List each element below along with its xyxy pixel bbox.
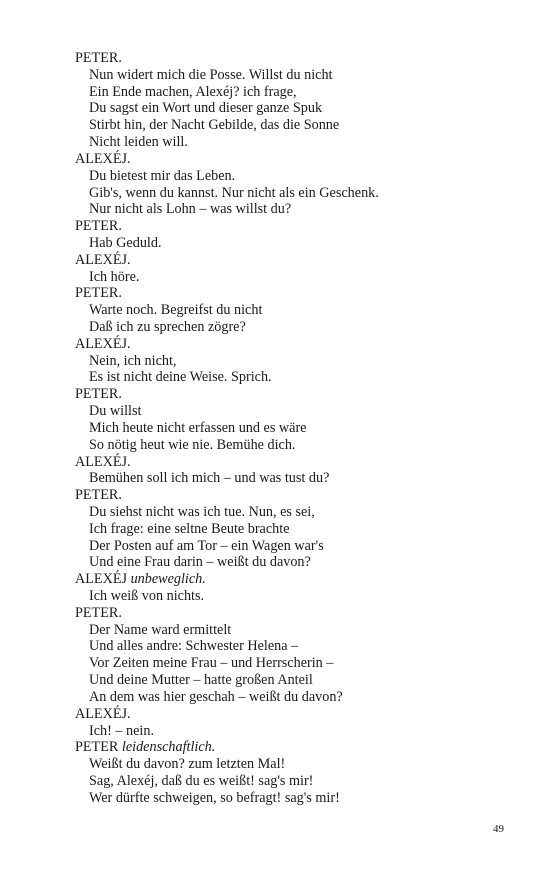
speaker-name: ALEXÉJ. bbox=[75, 705, 131, 722]
speaker-name: PETER. bbox=[75, 386, 122, 403]
speaker-line bbox=[75, 218, 515, 235]
verse-line: Vor Zeiten meine Frau – und Herrscherin – bbox=[89, 655, 334, 672]
speaker-name: PETER bbox=[75, 739, 119, 756]
speaker-line bbox=[75, 739, 515, 756]
speaker-name: ALEXÉJ. bbox=[75, 453, 131, 470]
verse-line: Nicht leiden will. bbox=[89, 134, 188, 151]
verse-line: Daß ich zu sprechen zögre? bbox=[89, 319, 246, 335]
verse-line: Mich heute nicht erfassen und es wäre bbox=[89, 419, 307, 436]
speaker-name: ALEXÉJ. bbox=[75, 251, 131, 268]
speaker-line bbox=[75, 336, 515, 353]
speaker-name: ALEXÉJ. bbox=[75, 150, 131, 167]
play-text bbox=[75, 50, 515, 807]
verse-line: Hab Geduld. bbox=[89, 234, 162, 251]
speaker-line bbox=[75, 454, 515, 471]
speaker-name: PETER. bbox=[75, 50, 122, 66]
verse-line: Ich! – nein. bbox=[89, 722, 155, 739]
verse-line: Du bietest mir das Leben. bbox=[89, 167, 236, 184]
verse-line: Du sagst ein Wort und dieser ganze Spuk bbox=[89, 100, 323, 117]
speaker-line bbox=[75, 386, 515, 403]
verse-line: So nötig heut wie nie. Bemühe dich. bbox=[89, 436, 296, 453]
verse-line: Ich weiß von nichts. bbox=[89, 588, 205, 604]
verse-line: Und eine Frau darin – weißt du davon? bbox=[89, 554, 311, 571]
speaker-line bbox=[75, 706, 515, 723]
verse-line: Und alles andre: Schwester Helena – bbox=[89, 638, 299, 655]
verse-line: Nur nicht als Lohn – was willst du? bbox=[89, 201, 292, 218]
verse-line: Wer dürfte schweigen, so befragt! sag's mir! bbox=[89, 789, 340, 806]
verse-line: Du siehst nicht was ich tue. Nun, es sei, bbox=[89, 503, 315, 520]
verse-line: Bemühen soll ich mich – und was tust du? bbox=[89, 470, 330, 487]
verse-line: Weißt du davon? zum letzten Mal! bbox=[89, 756, 286, 773]
verse-line: Stirbt hin, der Nacht Gebilde, das die Sonne bbox=[89, 117, 340, 134]
speaker-name: ALEXÉJ. bbox=[75, 335, 131, 352]
page-number: 49 bbox=[493, 823, 504, 835]
verse-line: Ein Ende machen, Alexéj? ich frage, bbox=[89, 83, 297, 100]
speaker-name: PETER. bbox=[75, 487, 122, 504]
speaker-line bbox=[75, 285, 515, 302]
verse-line: Es ist nicht deine Weise. Sprich. bbox=[89, 369, 272, 386]
speaker-line bbox=[75, 487, 515, 504]
speaker-line bbox=[75, 605, 515, 622]
speaker-line bbox=[75, 252, 515, 269]
verse-line: Sag, Alexéj, daß du es weißt! sag's mir! bbox=[89, 772, 314, 789]
verse-line: An dem was hier geschah – weißt du davon? bbox=[89, 688, 343, 705]
verse-line: Und deine Mutter – hatte großen Anteil bbox=[89, 672, 313, 689]
speaker-line bbox=[75, 571, 515, 588]
speaker-line bbox=[75, 50, 515, 67]
verse-line: Der Posten auf am Tor – ein Wagen war's bbox=[89, 537, 324, 554]
verse-line: Nun widert mich die Posse. Willst du nicht bbox=[89, 66, 333, 83]
speaker-name: PETER. bbox=[75, 218, 122, 235]
verse-line: Du willst bbox=[89, 403, 142, 420]
speaker-name: PETER. bbox=[75, 285, 122, 302]
verse-line: Ich höre. bbox=[89, 268, 140, 285]
verse-line: Warte noch. Begreifst du nicht bbox=[89, 302, 263, 319]
verse-line: Ich frage: eine seltne Beute brachte bbox=[89, 520, 290, 537]
stage-direction: leidenschaftlich. bbox=[121, 739, 216, 756]
speaker-name: PETER. bbox=[75, 604, 122, 621]
speaker-name: ALEXÉJ bbox=[75, 571, 128, 588]
stage-direction: unbeweglich. bbox=[130, 571, 206, 588]
verse-line: Gib's, wenn du kannst. Nur nicht als ein Geschenk. bbox=[89, 184, 379, 201]
verse-line: Nein, ich nicht, bbox=[89, 352, 177, 369]
verse-line: Der Name ward ermittelt bbox=[89, 621, 232, 638]
speaker-line bbox=[75, 151, 515, 168]
